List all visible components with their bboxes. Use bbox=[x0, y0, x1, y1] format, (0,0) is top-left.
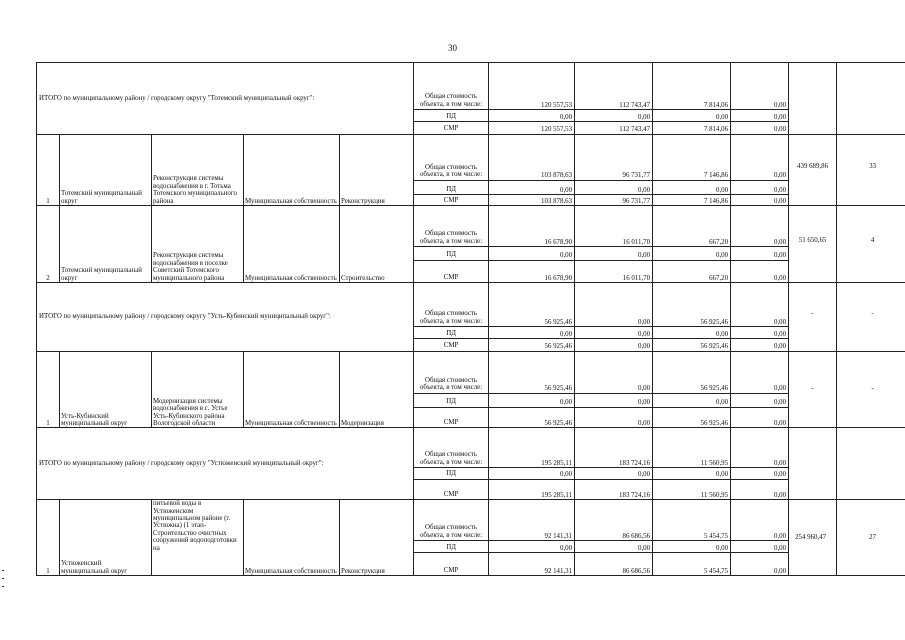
project-municipality: Тотемский муниципальный округ bbox=[60, 206, 152, 283]
project-count: 27 bbox=[837, 500, 905, 576]
project-work-type: Модернизация bbox=[340, 351, 414, 428]
project-ownership: Муниципальная собственность bbox=[244, 500, 340, 576]
pd-label: ПД bbox=[414, 110, 489, 122]
project-name: питьевой воды в Устюженском муниципальном районе (г. Устюжна) (1 этап-Строительство очистных сооружений водоподготовки на bbox=[152, 500, 244, 576]
investment-table: ИТОГО по муниципальному району / городскому округу "Тотемский муниципальный округ": Общая стоимость объекта, в том числе: 120 557,53 112 743,47 7 814,06 0,00 ПД 0,00 0,00 0,00 0,00 СМР 120 557,53 112 743,47 7 814,06 0,00 1 Тотемский муниципальный округ Реконструкция системы водоснабжения в г. Тотьма Тотемского муниципального района Муниципальная собственность Реконструкция Общая стоимость объекта, в том числе: 103 878,63 96 731,77 7 146,86 0,00 439 689,86 33 ПД 0,00 0,00 0,00 0,00 СМР 103 878,63 96 731,77 7 146,86 0,00 2 Тотемский муниципальный округ Реконструкция системы водоснабжения в поселке Советский Тотемского муниципального района Муниципальная собственность Строительство Общая стоимость объекта, в том числе: 16 678,90 16 011,70 667,20 0,00 51 650,65 4 ПД 0,00 0,00 0,00 0,00 СМР 16 678,90 16 011,70 667,20 0,00 ИТОГО по муниципальному району / городскому округу "Усть-Кубинский муниципальный округ": Общая стоимость объекта, в том числе: 56 925,46 0,00 56 925,46 0,00 - - ПД 0,00 0,00 0,00 0,00 СМР 56 925,46 0,00 56 925,46 0,00 1 Усть-Кубинский муниципальный округ Модернизация системы водоснабжения в с. Устье Усть-Кубинского района Вологодской области Муниципальная собственность Модернизация Общая стоимость объекта, в том числе: 56 925,46 0,00 56 925,46 0,00 - - ПД 0,00 0,00 0,00 0,00 СМР 56 925,46 0,00 56 925,46 0,00 ИТОГО по муниципальному району / городскому округу "Устюженский муниципальный округ": Общая стоимость объекта, в том числе: 195 285,11 183 724,16 11 560,95 0,00 ПД 0,00 0,00 0,00 0,00 СМР 195 285,11 183 724,16 11 560,95 0,00 1 Устюженский муниципальный округ питьевой воды в Устюженском муниципальном районе (г. Устюжна) (1 этап-Строительство очистных сооружений водоподготовки на Муниципальная собственность Реконструкция Общая стоимость объекта, в том числе: 92 141,31 86 686,56 5 454,75 0,00 254 960,47 27 ПД 0,00 0,00 0,00 0,00 СМР 92 141,31 86 686,56 5 454,75 0,00 bbox=[36, 62, 905, 576]
project-municipality: Усть-Кубинский муниципальный округ bbox=[60, 351, 152, 428]
project-estimated-cost: 439 689,86 bbox=[789, 134, 837, 206]
project-count: 33 bbox=[837, 134, 905, 206]
section-title: ИТОГО по муниципальному району / городскому округу "Тотемский муниципальный округ": bbox=[37, 63, 414, 135]
project-row-total: 1 Тотемский муниципальный округ Реконструкция системы водоснабжения в г. Тотьма Тотемского муниципального района Муниципальная собственность Реконструкция Общая стоимость объекта, в том числе: 103 878,63 96 731,77 7 146,86 0,00 439 689,86 33 bbox=[37, 134, 905, 180]
summary-extra: - bbox=[837, 283, 905, 352]
section-title: ИТОГО по муниципальному району / городскому округу "Устюженский муниципальный округ": bbox=[37, 428, 414, 500]
page-number: 30 bbox=[448, 43, 457, 53]
project-ownership: Муниципальная собственность bbox=[244, 206, 340, 283]
project-index: 1 bbox=[37, 500, 60, 576]
section-title: ИТОГО по муниципальному району / городскому округу "Усть-Кубинский муниципальный округ": bbox=[37, 283, 414, 352]
smr-label: СМР bbox=[414, 122, 489, 134]
project-work-type: Строительство bbox=[340, 206, 414, 283]
project-estimated-cost: - bbox=[789, 351, 837, 428]
project-row-total: 1 Усть-Кубинский муниципальный округ Модернизация системы водоснабжения в с. Устье Усть-Кубинского района Вологодской области Муниципальная собственность Модернизация Общая стоимость объекта, в том числе: 56 925,46 0,00 56 925,46 0,00 - - bbox=[37, 351, 905, 393]
project-count: - bbox=[837, 351, 905, 428]
extra-cell bbox=[837, 63, 905, 135]
extra-cell bbox=[837, 428, 905, 500]
summary-extra: - bbox=[789, 283, 837, 352]
scan-margin-mark bbox=[2, 578, 4, 579]
project-work-type: Реконструкция bbox=[340, 500, 414, 576]
summary-row-pd: ПД 0,00 0,00 0,00 0,00 bbox=[37, 110, 905, 122]
project-index: 2 bbox=[37, 206, 60, 283]
project-ownership: Муниципальная собственность bbox=[244, 351, 340, 428]
extra-cell bbox=[789, 63, 837, 135]
summary-row-total: ИТОГО по муниципальному району / городскому округу "Тотемский муниципальный округ": Общая стоимость объекта, в том числе: 120 557,53 112 743,47 7 814,06 0,00 bbox=[37, 63, 905, 110]
project-estimated-cost: 51 650,65 bbox=[789, 206, 837, 283]
project-name: Модернизация системы водоснабжения в с. Устье Усть-Кубинского района Вологодской области bbox=[152, 351, 244, 428]
total-cost-label: Общая стоимость объекта, в том числе: bbox=[414, 63, 489, 110]
summary-row-total: ИТОГО по муниципальному району / городскому округу "Устюженский муниципальный округ": Общая стоимость объекта, в том числе: 195 285,11 183 724,16 11 560,95 0,00 bbox=[37, 428, 905, 468]
scan-margin-mark bbox=[2, 586, 4, 587]
project-row-total: 2 Тотемский муниципальный округ Реконструкция системы водоснабжения в поселке Советский Тотемского муниципального района Муниципальная собственность Строительство Общая стоимость объекта, в том числе: 16 678,90 16 011,70 667,20 0,00 51 650,65 4 bbox=[37, 206, 905, 247]
summary-row-total: ИТОГО по муниципальному району / городскому округу "Усть-Кубинский муниципальный округ": Общая стоимость объекта, в том числе: 56 925,46 0,00 56 925,46 0,00 - - bbox=[37, 283, 905, 327]
project-row-total: 1 Устюженский муниципальный округ питьевой воды в Устюженском муниципальном районе (г. Устюжна) (1 этап-Строительство очистных сооружений водоподготовки на Муниципальная собственность Реконструкция Общая стоимость объекта, в том числе: 92 141,31 86 686,56 5 454,75 0,00 254 960,47 27 bbox=[37, 500, 905, 541]
project-name: Реконструкция системы водоснабжения в поселке Советский Тотемского муниципального района bbox=[152, 206, 244, 283]
project-ownership: Муниципальная собственность bbox=[244, 134, 340, 206]
project-work-type: Реконструкция bbox=[340, 134, 414, 206]
summary-row-smr: СМР 120 557,53 112 743,47 7 814,06 0,00 bbox=[37, 122, 905, 134]
project-municipality: Тотемский муниципальный округ bbox=[60, 134, 152, 206]
project-index: 1 bbox=[37, 351, 60, 428]
project-estimated-cost: 254 960,47 bbox=[789, 500, 837, 576]
project-index: 1 bbox=[37, 134, 60, 206]
extra-cell bbox=[789, 428, 837, 500]
project-count: 4 bbox=[837, 206, 905, 283]
scan-margin-mark bbox=[2, 570, 4, 571]
project-name: Реконструкция системы водоснабжения в г. Тотьма Тотемского муниципального района bbox=[152, 134, 244, 206]
project-municipality: Устюженский муниципальный округ bbox=[60, 500, 152, 576]
